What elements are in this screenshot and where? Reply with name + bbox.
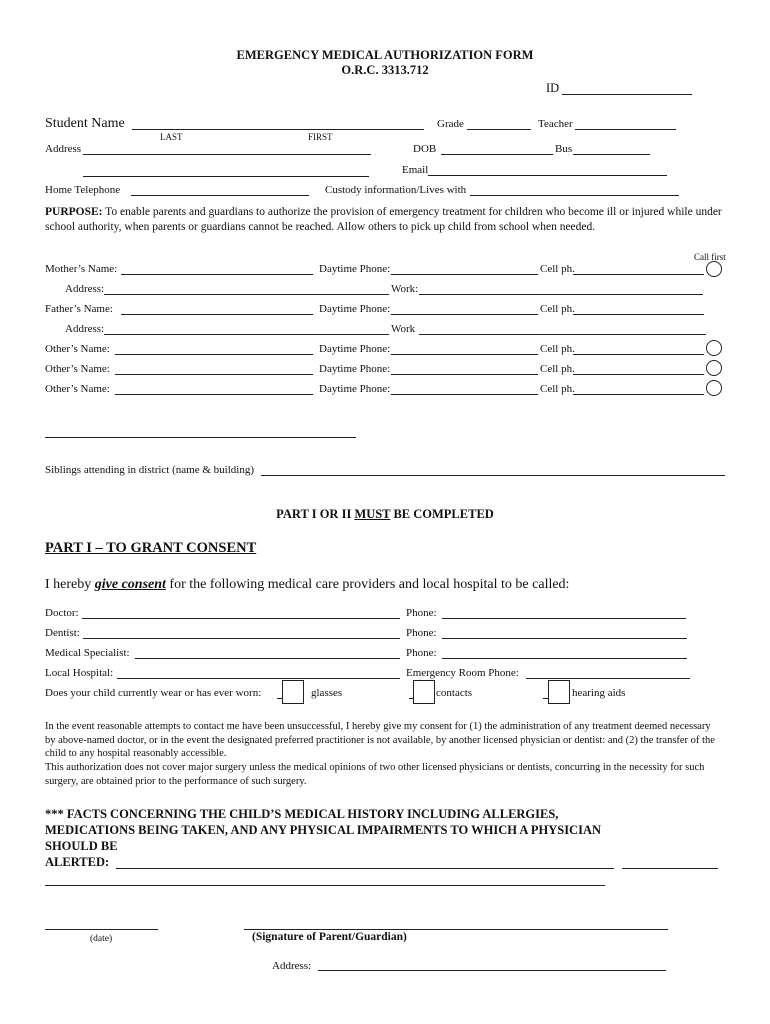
email-label: Email <box>402 164 429 176</box>
doctor-field[interactable] <box>82 618 400 619</box>
grade-label: Grade <box>437 118 464 130</box>
father-work-label: Work <box>391 323 416 335</box>
consent-before: I hereby <box>45 577 95 592</box>
other-2-daytime-phone-field[interactable] <box>391 374 538 375</box>
dentist-label: Dentist: <box>45 627 80 639</box>
facts-field-2[interactable] <box>622 868 718 869</box>
address-line-2-field[interactable] <box>83 176 369 177</box>
father-name-field[interactable] <box>121 314 313 315</box>
purpose-label: PURPOSE: <box>45 206 103 218</box>
consent-statement <box>45 576 569 593</box>
address-label: Address <box>45 143 82 155</box>
student-name-field[interactable] <box>132 129 424 130</box>
er-phone-field[interactable] <box>526 678 690 679</box>
form-title: EMERGENCY MEDICAL AUTHORIZATION FORM <box>236 48 534 62</box>
doctor-phone-field[interactable] <box>442 618 686 619</box>
purpose-paragraph <box>45 205 725 234</box>
address-field[interactable] <box>83 154 371 155</box>
home-phone-field[interactable] <box>131 195 309 196</box>
dob-label: DOB <box>413 143 437 155</box>
other-2-cell-field[interactable] <box>573 374 704 375</box>
other-1-daytime-phone-field[interactable] <box>391 354 538 355</box>
home-phone-label: Home Telephone <box>45 184 121 196</box>
dob-field[interactable] <box>441 154 553 155</box>
other-2-call-first-radio[interactable] <box>706 360 722 376</box>
bus-field[interactable] <box>573 154 650 155</box>
signature-address-field[interactable] <box>318 970 666 971</box>
consent-after: for the following medical care providers and local hospital to be called: <box>165 577 570 592</box>
specialist-label: Medical Specialist: <box>45 647 130 659</box>
mother-name-label: Mother’s Name: <box>45 263 118 275</box>
other-2-daytime-phone-label: Daytime Phone: <box>319 363 391 375</box>
teacher-label: Teacher <box>538 118 573 130</box>
other-3-name-field[interactable] <box>115 394 313 395</box>
teacher-field[interactable] <box>575 129 676 130</box>
specialist-phone-field[interactable] <box>442 658 687 659</box>
mother-cell-field[interactable] <box>573 274 704 275</box>
father-address-field[interactable] <box>104 334 389 335</box>
other-1-call-first-radio[interactable] <box>706 340 722 356</box>
father-address-label: Address: <box>65 323 105 335</box>
other-2-name-label: Other’s Name: <box>45 363 110 375</box>
er-phone-label: Emergency Room Phone: <box>406 667 519 679</box>
contacts-checkbox[interactable] <box>413 680 435 704</box>
part-notice-before: PART I OR II <box>276 507 355 521</box>
part-notice-after: BE COMPLETED <box>390 507 494 521</box>
facts-alerted-label: ALERTED: <box>45 855 110 869</box>
id-field[interactable] <box>562 94 692 95</box>
consent-paragraph-1: In the event reasonable attempts to contact me have been unsuccessful, I hereby give my consent for (1) the administration of any treatment deemed necessary by above-named doctor, or in the event the designated preferred practitioner is not available, by another licensed physician or dentist: and (2) the transfer of the child to any hospital reasonably accessible. <box>45 721 715 759</box>
signature-field[interactable] <box>244 929 668 930</box>
other-1-cell-field[interactable] <box>573 354 704 355</box>
consent-emphasis: give consent <box>94 577 166 592</box>
father-name-label: Father’s Name: <box>45 303 113 315</box>
grade-field[interactable] <box>467 129 531 130</box>
father-daytime-phone-field[interactable] <box>391 314 538 315</box>
hearing-aids-label: hearing aids <box>572 687 626 699</box>
student-name-label: Student Name <box>45 116 125 131</box>
first-label: FIRST <box>308 132 333 142</box>
purpose-text: To enable parents and guardians to authorize the provision of emergency treatment for children who become ill or injured while under school authority, when parents or guardians cannot be reached. Allow others to pick up child from school when needed. <box>45 206 722 233</box>
mother-cell-label: Cell ph. <box>540 263 575 275</box>
hearing-aids-checkbox[interactable] <box>548 680 570 704</box>
facts-line-2: MEDICATIONS BEING TAKEN, AND ANY PHYSICAL IMPAIRMENTS TO WHICH A PHYSICIAN <box>45 823 601 837</box>
other-3-daytime-phone-field[interactable] <box>391 394 538 395</box>
date-label: (date) <box>90 934 113 944</box>
father-cell-field[interactable] <box>573 314 704 315</box>
last-label: LAST <box>160 132 183 142</box>
call-first-label: Call first <box>694 252 726 262</box>
doctor-label: Doctor: <box>45 607 79 619</box>
mother-daytime-phone-field[interactable] <box>391 274 538 275</box>
wear-question: Does your child currently wear or has ever worn: <box>45 687 262 699</box>
mother-address-field[interactable] <box>104 294 389 295</box>
custody-label: Custody information/Lives with <box>325 184 467 196</box>
mother-call-first-radio[interactable] <box>706 261 722 277</box>
custody-field[interactable] <box>470 195 679 196</box>
specialist-field[interactable] <box>135 658 400 659</box>
signature-address-label: Address: <box>272 960 312 972</box>
other-3-call-first-radio[interactable] <box>706 380 722 396</box>
other-1-name-label: Other’s Name: <box>45 343 110 355</box>
facts-field-1[interactable] <box>116 868 614 869</box>
bus-label: Bus <box>555 143 573 155</box>
facts-line-3: SHOULD BE <box>45 839 118 853</box>
mother-address-label: Address: <box>65 283 105 295</box>
facts-field-3[interactable] <box>45 885 605 886</box>
hospital-label: Local Hospital: <box>45 667 114 679</box>
consent-paragraph-2: This authorization does not cover major surgery unless the medical opinions of two other licensed physicians or dentists, concurring in the necessity for such surgery, are obtained prior to the performance of such surgery. <box>45 762 705 787</box>
siblings-field[interactable] <box>261 475 725 476</box>
other-1-cell-label: Cell ph. <box>540 343 575 355</box>
other-3-cell-label: Cell ph. <box>540 383 575 395</box>
father-cell-label: Cell ph. <box>540 303 575 315</box>
form-statute: O.R.C. 3313.712 <box>341 63 429 77</box>
mother-name-field[interactable] <box>121 274 313 275</box>
date-field[interactable] <box>45 929 158 930</box>
hospital-field[interactable] <box>117 678 400 679</box>
id-label: ID <box>546 81 560 95</box>
other-2-name-field[interactable] <box>115 374 313 375</box>
signature-label: (Signature of Parent/Guardian) <box>252 931 407 943</box>
other-3-cell-field[interactable] <box>573 394 704 395</box>
siblings-label: Siblings attending in district (name & building) <box>45 464 254 476</box>
father-work-field[interactable] <box>419 334 706 335</box>
extra-blank-line[interactable] <box>45 437 356 438</box>
other-1-name-field[interactable] <box>115 354 313 355</box>
facts-line-1: *** FACTS CONCERNING THE CHILD’S MEDICAL HISTORY INCLUDING ALLERGIES, <box>45 807 559 821</box>
specialist-phone-label: Phone: <box>406 647 437 659</box>
email-field[interactable] <box>428 175 667 176</box>
part-notice-must: MUST <box>354 507 391 521</box>
contacts-label: contacts <box>436 687 473 699</box>
other-3-daytime-phone-label: Daytime Phone: <box>319 383 391 395</box>
glasses-label: glasses <box>311 687 343 699</box>
mother-work-field[interactable] <box>419 294 703 295</box>
part-notice <box>0 507 770 522</box>
other-3-name-label: Other’s Name: <box>45 383 110 395</box>
doctor-phone-label: Phone: <box>406 607 437 619</box>
part-1-heading: PART I – TO GRANT CONSENT <box>45 540 257 556</box>
dentist-phone-label: Phone: <box>406 627 437 639</box>
other-1-daytime-phone-label: Daytime Phone: <box>319 343 391 355</box>
dentist-phone-field[interactable] <box>442 638 687 639</box>
dentist-field[interactable] <box>83 638 400 639</box>
mother-daytime-phone-label: Daytime Phone: <box>319 263 391 275</box>
mother-work-label: Work: <box>391 283 419 295</box>
other-2-cell-label: Cell ph. <box>540 363 575 375</box>
father-daytime-phone-label: Daytime Phone: <box>319 303 391 315</box>
glasses-checkbox[interactable] <box>282 680 304 704</box>
